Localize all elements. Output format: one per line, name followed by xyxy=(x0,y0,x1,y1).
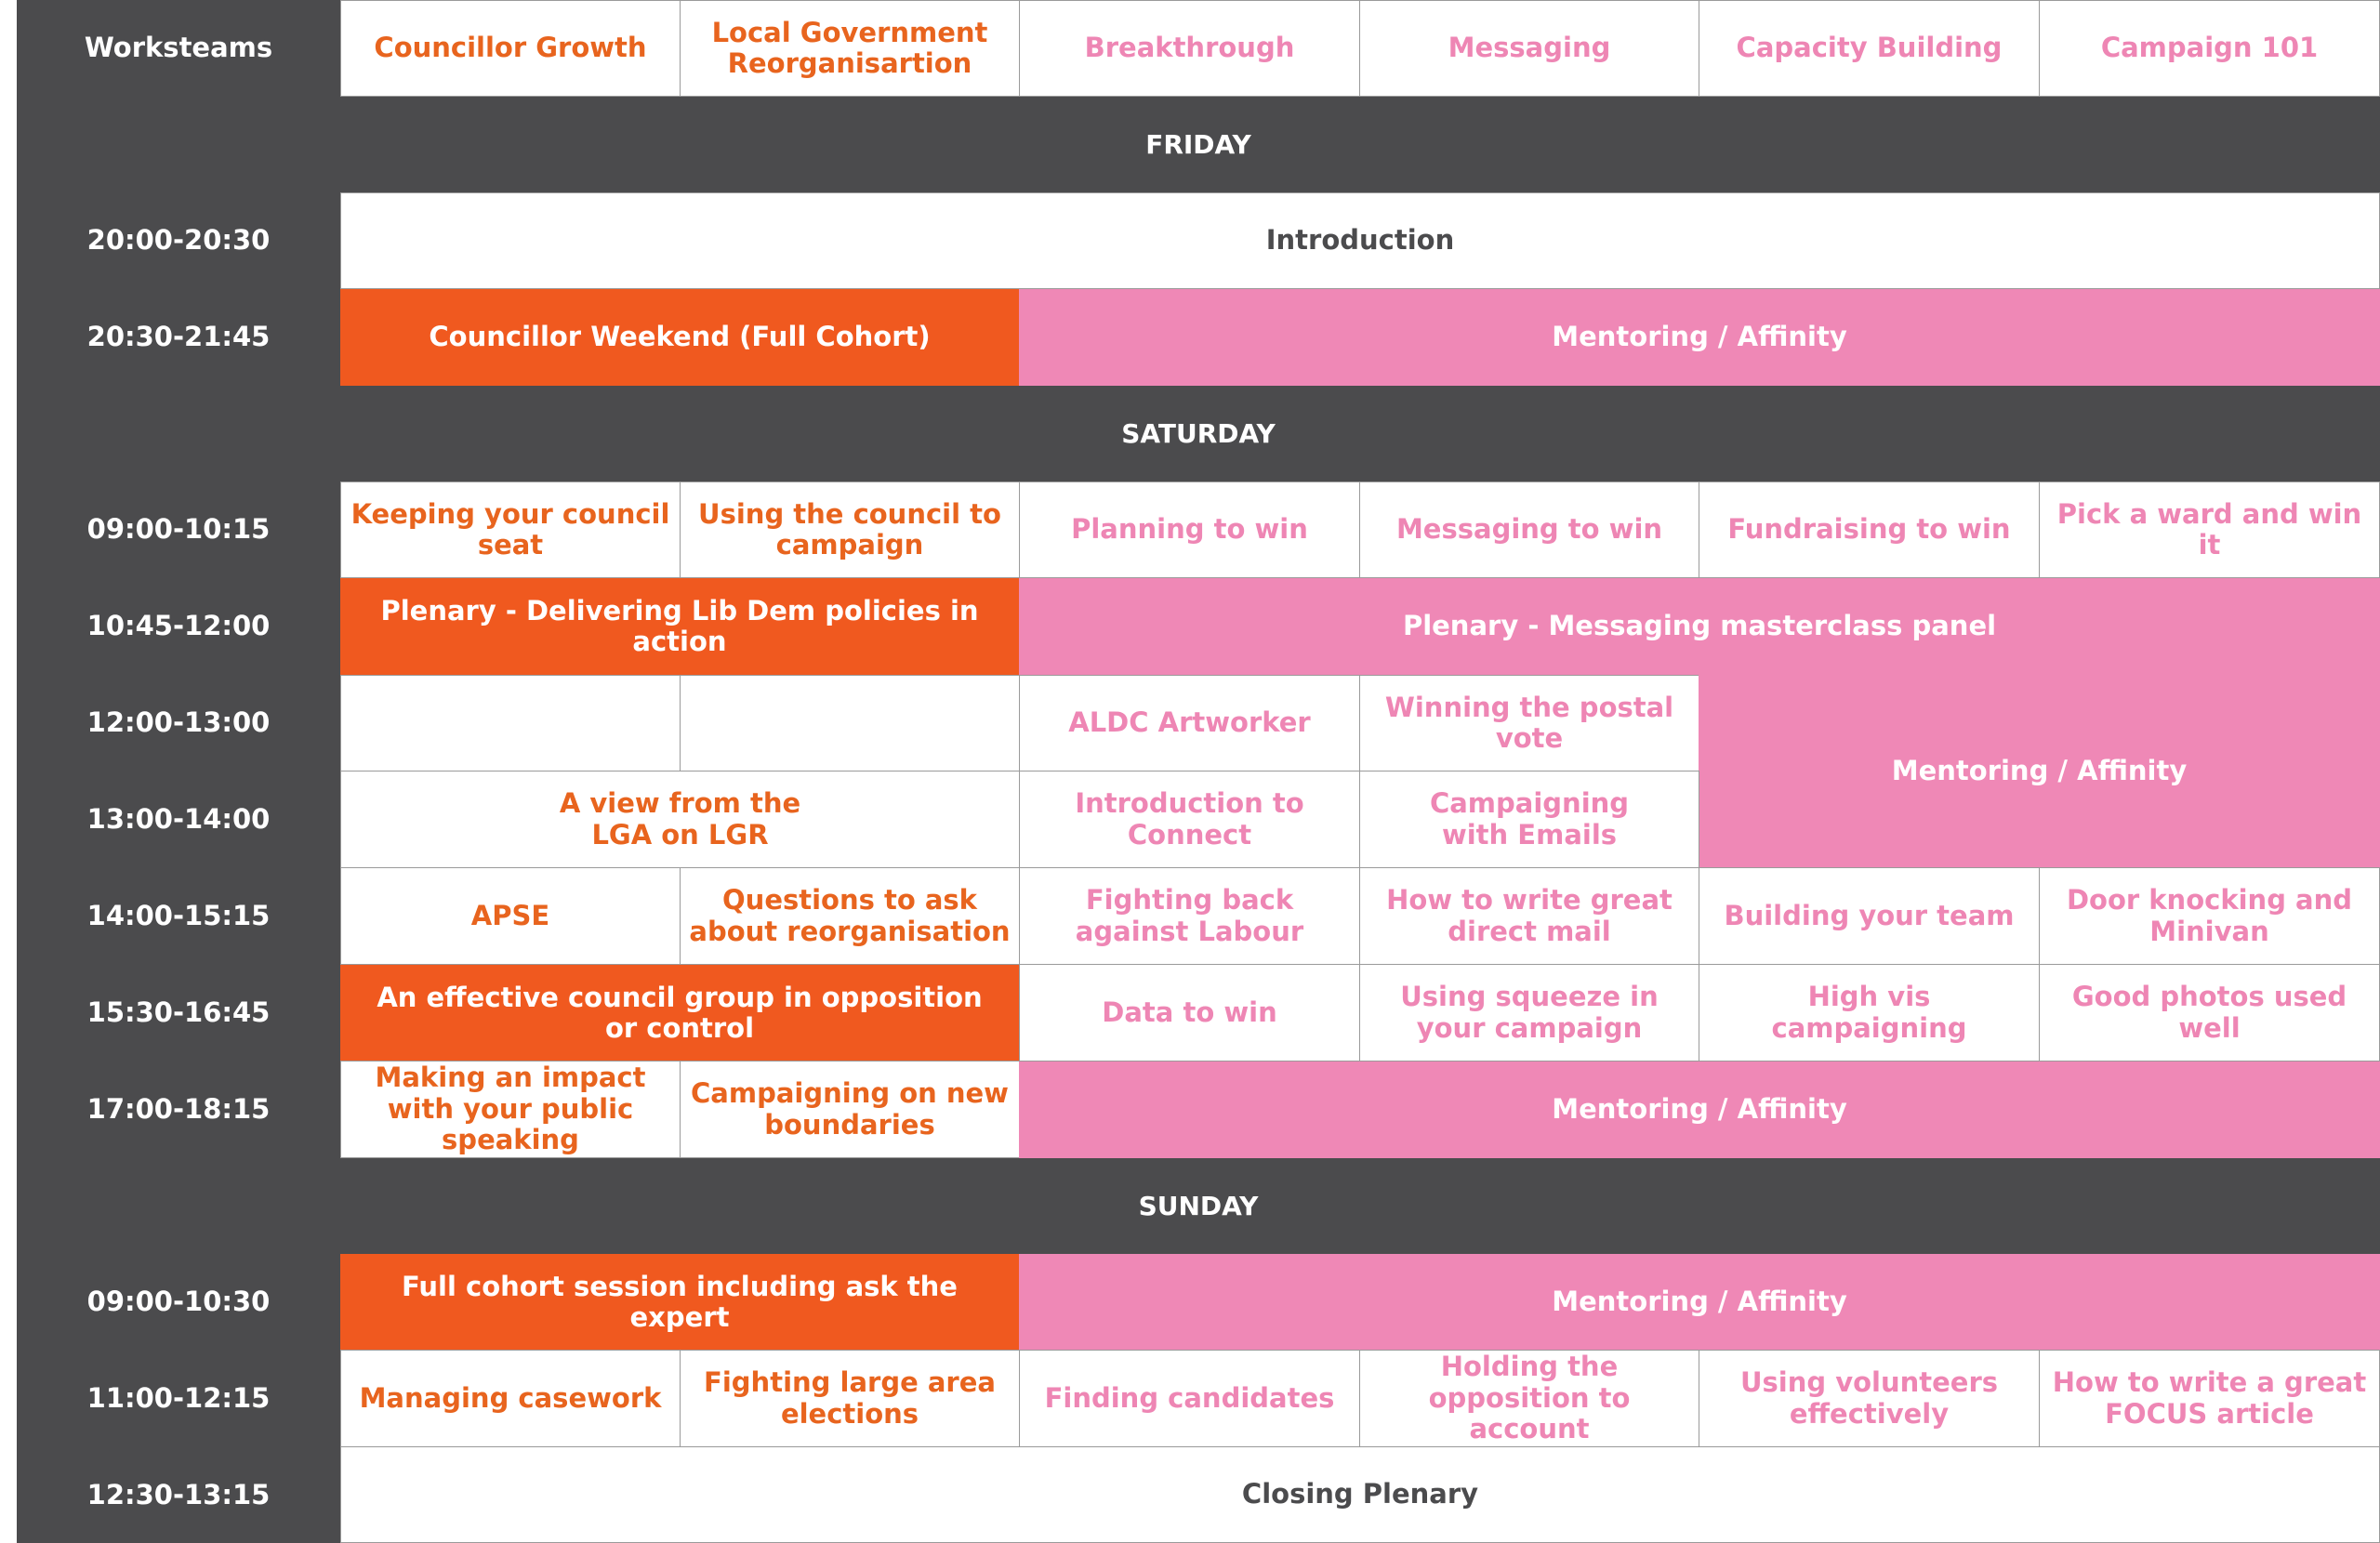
session-apse: APSE xyxy=(340,867,681,965)
session-campaigning-with-emails: Campaigning with Emails xyxy=(1359,771,1699,868)
worksteams-label: Worksteams xyxy=(84,31,273,63)
day-heading-sunday: SUNDAY xyxy=(17,1158,2380,1254)
time-slot: 15:30-16:45 xyxy=(86,996,271,1029)
session-high-vis-campaigning: High vis campaigning xyxy=(1699,964,2040,1062)
time-slot: 09:00-10:15 xyxy=(86,513,271,546)
session-mentoring-affinity: Mentoring / Affinity xyxy=(1699,675,2380,868)
session-building-your-team: Building your team xyxy=(1699,867,2040,965)
time-slot: 14:00-15:15 xyxy=(86,900,271,932)
session-introduction: Introduction xyxy=(340,192,2380,289)
session-great-direct-mail: How to write great direct mail xyxy=(1359,867,1699,965)
stream-header-messaging: Messaging xyxy=(1359,0,1699,97)
session-fighting-back-labour: Fighting back against Labour xyxy=(1019,867,1360,965)
day-heading-saturday: SATURDAY xyxy=(17,386,2380,481)
empty-cell xyxy=(680,675,1020,772)
session-fundraising-to-win: Fundraising to win xyxy=(1699,481,2040,578)
session-questions-reorganisation: Questions to ask about reorganisation xyxy=(680,867,1020,965)
time-slot: 20:00-20:30 xyxy=(86,224,271,257)
timetable xyxy=(17,0,2380,1543)
session-good-photos: Good photos used well xyxy=(2039,964,2380,1062)
session-holding-opposition: Holding the opposition to account xyxy=(1359,1350,1699,1447)
session-councillor-weekend: Councillor Weekend (Full Cohort) xyxy=(340,289,1019,386)
session-winning-postal-vote: Winning the postal vote xyxy=(1359,675,1699,772)
session-planning-to-win: Planning to win xyxy=(1019,481,1360,578)
day-heading-friday: FRIDAY xyxy=(17,97,2380,192)
stream-header-breakthrough: Breakthrough xyxy=(1019,0,1360,97)
time-slot: 20:30-21:45 xyxy=(86,321,271,353)
session-full-cohort: Full cohort session including ask the expert xyxy=(340,1254,1019,1351)
session-keeping-your-council-seat: Keeping your council seat xyxy=(340,481,681,578)
time-slot: 11:00-12:15 xyxy=(86,1382,271,1415)
time-slot: 13:00-14:00 xyxy=(86,803,271,836)
empty-cell xyxy=(340,675,681,772)
session-pick-a-ward: Pick a ward and win it xyxy=(2039,481,2380,578)
stream-header-capacity-building: Capacity Building xyxy=(1699,0,2040,97)
session-effective-council-group: An effective council group in opposition or control xyxy=(340,965,1019,1062)
time-slot: 17:00-18:15 xyxy=(86,1093,271,1126)
session-public-speaking: Making an impact with your public speaking xyxy=(340,1061,681,1158)
session-new-boundaries: Campaigning on new boundaries xyxy=(680,1061,1020,1158)
session-finding-candidates: Finding candidates xyxy=(1019,1350,1360,1447)
session-using-council-to-campaign: Using the council to campaign xyxy=(680,481,1020,578)
session-mentoring-affinity: Mentoring / Affinity xyxy=(1019,1254,2380,1351)
session-large-area-elections: Fighting large area elections xyxy=(680,1350,1020,1447)
session-view-from-lga: A view from the LGA on LGR xyxy=(340,771,1020,868)
session-introduction-to-connect: Introduction to Connect xyxy=(1019,771,1360,868)
session-using-volunteers: Using volunteers effectively xyxy=(1699,1350,2040,1447)
session-door-knocking-minivan: Door knocking and Minivan xyxy=(2039,867,2380,965)
stream-header-councillor-growth: Councillor Growth xyxy=(340,0,681,97)
session-mentoring-affinity: Mentoring / Affinity xyxy=(1019,289,2380,386)
session-using-squeeze: Using squeeze in your campaign xyxy=(1359,964,1699,1062)
session-focus-article: How to write a great FOCUS article xyxy=(2039,1350,2380,1447)
session-plenary-messaging-masterclass: Plenary - Messaging masterclass panel xyxy=(1019,578,2380,675)
session-mentoring-affinity: Mentoring / Affinity xyxy=(1019,1062,2380,1158)
session-data-to-win: Data to win xyxy=(1019,964,1360,1062)
stream-header-campaign-101: Campaign 101 xyxy=(2039,0,2380,97)
session-messaging-to-win: Messaging to win xyxy=(1359,481,1699,578)
time-slot: 09:00-10:30 xyxy=(86,1286,271,1318)
session-aldc-artworker: ALDC Artworker xyxy=(1019,675,1360,772)
time-slot: 12:30-13:15 xyxy=(86,1478,271,1510)
session-closing-plenary: Closing Plenary xyxy=(340,1446,2380,1543)
time-slot: 10:45-12:00 xyxy=(86,610,271,642)
session-managing-casework: Managing casework xyxy=(340,1350,681,1447)
stream-header-local-government: Local Government Reorganisartion xyxy=(680,0,1020,97)
session-plenary-lib-dem-policies: Plenary - Delivering Lib Dem policies in action xyxy=(340,578,1019,675)
time-slot: 12:00-13:00 xyxy=(86,706,271,739)
